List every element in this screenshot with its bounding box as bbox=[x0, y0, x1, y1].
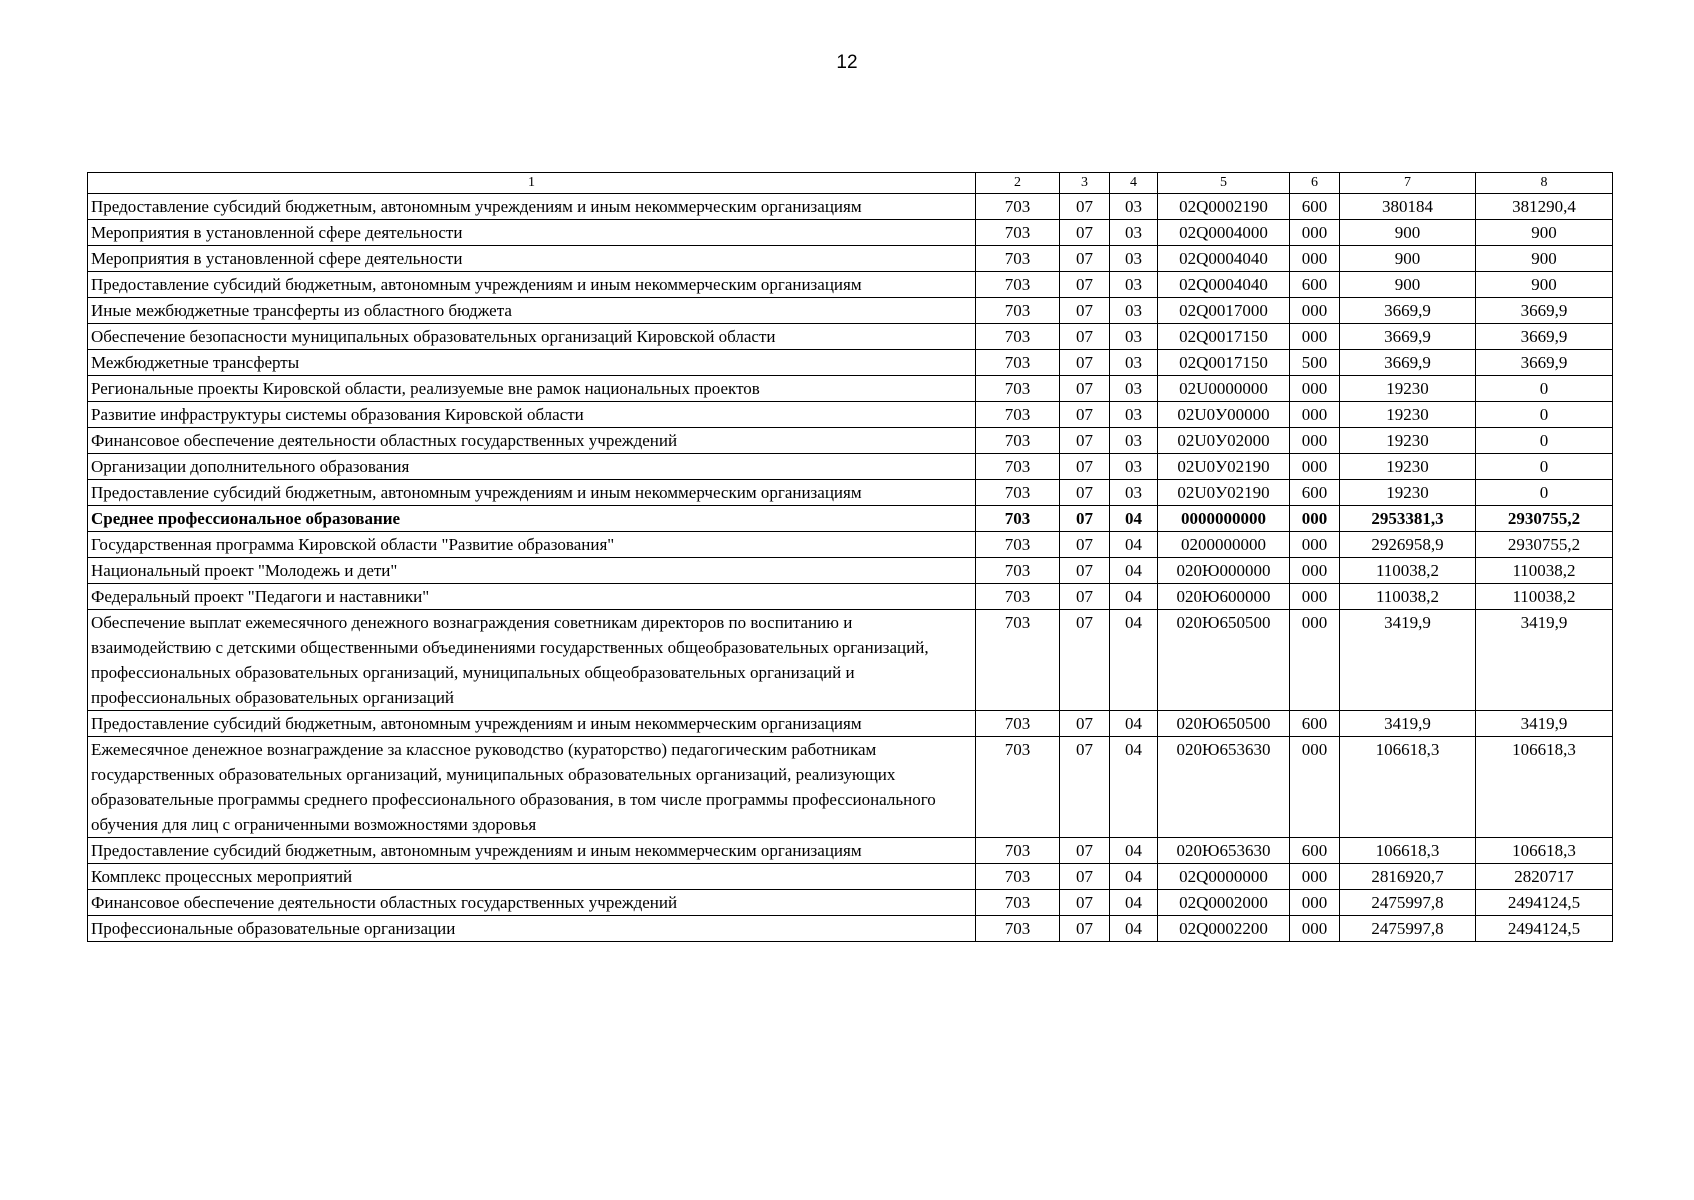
column-header: 6 bbox=[1290, 173, 1340, 194]
header-row bbox=[88, 173, 1613, 194]
target-article-code: 02Q0002190 bbox=[1158, 194, 1290, 220]
section-code: 07 bbox=[1060, 376, 1110, 402]
item-name: Предоставление субсидий бюджетным, автономным учреждениям и иным некоммерческим организациям bbox=[88, 194, 976, 220]
section-code: 07 bbox=[1060, 194, 1110, 220]
section-code: 07 bbox=[1060, 532, 1110, 558]
item-name: Обеспечение безопасности муниципальных образовательных организаций Кировской области bbox=[88, 324, 976, 350]
target-article-code: 02U0У02000 bbox=[1158, 428, 1290, 454]
target-article-code: 020Ю653630 bbox=[1158, 838, 1290, 864]
expense-type-code: 600 bbox=[1290, 711, 1340, 737]
amount-col-8: 900 bbox=[1476, 272, 1613, 298]
target-article-code: 02Q0017150 bbox=[1158, 324, 1290, 350]
section-code: 07 bbox=[1060, 838, 1110, 864]
amount-col-7: 19230 bbox=[1340, 428, 1476, 454]
subsection-code: 04 bbox=[1110, 890, 1158, 916]
amount-col-7: 106618,3 bbox=[1340, 838, 1476, 864]
item-name: Государственная программа Кировской области "Развитие образования" bbox=[88, 532, 976, 558]
amount-col-8: 0 bbox=[1476, 402, 1613, 428]
item-name: Предоставление субсидий бюджетным, автономным учреждениям и иным некоммерческим организациям bbox=[88, 272, 976, 298]
expense-type-code: 000 bbox=[1290, 220, 1340, 246]
target-article-code: 02U0У02190 bbox=[1158, 480, 1290, 506]
ministry-code: 703 bbox=[976, 298, 1060, 324]
subsection-code: 04 bbox=[1110, 737, 1158, 838]
subsection-code: 03 bbox=[1110, 298, 1158, 324]
ministry-code: 703 bbox=[976, 506, 1060, 532]
expense-type-code: 000 bbox=[1290, 376, 1340, 402]
subsection-code: 03 bbox=[1110, 428, 1158, 454]
ministry-code: 703 bbox=[976, 376, 1060, 402]
item-name: Предоставление субсидий бюджетным, автономным учреждениям и иным некоммерческим организациям bbox=[88, 711, 976, 737]
subsection-code: 04 bbox=[1110, 864, 1158, 890]
item-name: Финансовое обеспечение деятельности областных государственных учреждений bbox=[88, 890, 976, 916]
subsection-code: 03 bbox=[1110, 376, 1158, 402]
expense-type-code: 000 bbox=[1290, 864, 1340, 890]
expense-type-code: 000 bbox=[1290, 916, 1340, 942]
subsection-code: 04 bbox=[1110, 532, 1158, 558]
expense-type-code: 000 bbox=[1290, 610, 1340, 711]
amount-col-8: 900 bbox=[1476, 246, 1613, 272]
item-name: Финансовое обеспечение деятельности областных государственных учреждений bbox=[88, 428, 976, 454]
item-name: Обеспечение выплат ежемесячного денежного вознаграждения советникам директоров по воспитанию и взаимодействию с детскими общественными объединениями государственных общеобразовательных организаций, профессиональных образовательных организаций, муниципальных общеобразовательных организаций и профессиональных образовательных организаций bbox=[88, 610, 976, 711]
expense-type-code: 000 bbox=[1290, 532, 1340, 558]
subsection-code: 04 bbox=[1110, 838, 1158, 864]
page-number: 12 bbox=[836, 52, 858, 73]
section-code: 07 bbox=[1060, 324, 1110, 350]
ministry-code: 703 bbox=[976, 532, 1060, 558]
ministry-code: 703 bbox=[976, 246, 1060, 272]
target-article-code: 02U0У02190 bbox=[1158, 454, 1290, 480]
target-article-code: 02Q0004040 bbox=[1158, 246, 1290, 272]
section-code: 07 bbox=[1060, 220, 1110, 246]
section-code: 07 bbox=[1060, 272, 1110, 298]
target-article-code: 02Q0004040 bbox=[1158, 272, 1290, 298]
ministry-code: 703 bbox=[976, 838, 1060, 864]
ministry-code: 703 bbox=[976, 890, 1060, 916]
amount-col-8: 3669,9 bbox=[1476, 324, 1613, 350]
table-row bbox=[88, 532, 1613, 558]
amount-col-7: 19230 bbox=[1340, 402, 1476, 428]
table-row bbox=[88, 480, 1613, 506]
subsection-code: 03 bbox=[1110, 220, 1158, 246]
table-row bbox=[88, 506, 1613, 532]
section-code: 07 bbox=[1060, 711, 1110, 737]
amount-col-8: 106618,3 bbox=[1476, 737, 1613, 838]
expense-type-code: 000 bbox=[1290, 324, 1340, 350]
amount-col-7: 380184 bbox=[1340, 194, 1476, 220]
amount-col-7: 3419,9 bbox=[1340, 711, 1476, 737]
target-article-code: 02Q0004000 bbox=[1158, 220, 1290, 246]
ministry-code: 703 bbox=[976, 350, 1060, 376]
subsection-code: 03 bbox=[1110, 194, 1158, 220]
column-header: 3 bbox=[1060, 173, 1110, 194]
amount-col-7: 2953381,3 bbox=[1340, 506, 1476, 532]
target-article-code: 02Q0000000 bbox=[1158, 864, 1290, 890]
ministry-code: 703 bbox=[976, 916, 1060, 942]
target-article-code: 02Q0002000 bbox=[1158, 890, 1290, 916]
expense-type-code: 000 bbox=[1290, 428, 1340, 454]
ministry-code: 703 bbox=[976, 480, 1060, 506]
table-row bbox=[88, 402, 1613, 428]
table-row bbox=[88, 838, 1613, 864]
amount-col-8: 3669,9 bbox=[1476, 298, 1613, 324]
amount-col-7: 19230 bbox=[1340, 454, 1476, 480]
section-code: 07 bbox=[1060, 402, 1110, 428]
table-row bbox=[88, 350, 1613, 376]
target-article-code: 020Ю653630 bbox=[1158, 737, 1290, 838]
amount-col-7: 110038,2 bbox=[1340, 558, 1476, 584]
item-name: Мероприятия в установленной сфере деятельности bbox=[88, 220, 976, 246]
ministry-code: 703 bbox=[976, 194, 1060, 220]
column-header: 5 bbox=[1158, 173, 1290, 194]
amount-col-8: 0 bbox=[1476, 480, 1613, 506]
section-code: 07 bbox=[1060, 610, 1110, 711]
amount-col-7: 3419,9 bbox=[1340, 610, 1476, 711]
item-name: Межбюджетные трансферты bbox=[88, 350, 976, 376]
amount-col-7: 3669,9 bbox=[1340, 350, 1476, 376]
ministry-code: 703 bbox=[976, 558, 1060, 584]
expense-type-code: 000 bbox=[1290, 584, 1340, 610]
amount-col-8: 110038,2 bbox=[1476, 584, 1613, 610]
expense-type-code: 000 bbox=[1290, 402, 1340, 428]
amount-col-8: 3669,9 bbox=[1476, 350, 1613, 376]
expense-type-code: 600 bbox=[1290, 272, 1340, 298]
subsection-code: 03 bbox=[1110, 246, 1158, 272]
target-article-code: 02Q0017150 bbox=[1158, 350, 1290, 376]
ministry-code: 703 bbox=[976, 220, 1060, 246]
amount-col-8: 3419,9 bbox=[1476, 711, 1613, 737]
item-name: Среднее профессиональное образование bbox=[88, 506, 976, 532]
target-article-code: 02Q0002200 bbox=[1158, 916, 1290, 942]
table-row bbox=[88, 298, 1613, 324]
table-body bbox=[88, 194, 1613, 942]
item-name: Федеральный проект "Педагоги и наставники" bbox=[88, 584, 976, 610]
section-code: 07 bbox=[1060, 890, 1110, 916]
table-row bbox=[88, 711, 1613, 737]
expense-type-code: 500 bbox=[1290, 350, 1340, 376]
subsection-code: 03 bbox=[1110, 402, 1158, 428]
ministry-code: 703 bbox=[976, 324, 1060, 350]
ministry-code: 703 bbox=[976, 428, 1060, 454]
section-code: 07 bbox=[1060, 584, 1110, 610]
item-name: Предоставление субсидий бюджетным, автономным учреждениям и иным некоммерческим организациям bbox=[88, 838, 976, 864]
item-name: Предоставление субсидий бюджетным, автономным учреждениям и иным некоммерческим организациям bbox=[88, 480, 976, 506]
ministry-code: 703 bbox=[976, 584, 1060, 610]
table-row bbox=[88, 584, 1613, 610]
amount-col-7: 2926958,9 bbox=[1340, 532, 1476, 558]
amount-col-8: 110038,2 bbox=[1476, 558, 1613, 584]
amount-col-7: 900 bbox=[1340, 220, 1476, 246]
budget-table bbox=[87, 172, 1613, 942]
amount-col-8: 2494124,5 bbox=[1476, 890, 1613, 916]
target-article-code: 02U0У00000 bbox=[1158, 402, 1290, 428]
ministry-code: 703 bbox=[976, 737, 1060, 838]
table-row bbox=[88, 376, 1613, 402]
amount-col-7: 19230 bbox=[1340, 480, 1476, 506]
amount-col-7: 106618,3 bbox=[1340, 737, 1476, 838]
amount-col-8: 381290,4 bbox=[1476, 194, 1613, 220]
table-row bbox=[88, 558, 1613, 584]
section-code: 07 bbox=[1060, 350, 1110, 376]
item-name: Развитие инфраструктуры системы образования Кировской области bbox=[88, 402, 976, 428]
item-name: Региональные проекты Кировской области, реализуемые вне рамок национальных проектов bbox=[88, 376, 976, 402]
subsection-code: 03 bbox=[1110, 272, 1158, 298]
section-code: 07 bbox=[1060, 916, 1110, 942]
section-code: 07 bbox=[1060, 246, 1110, 272]
subsection-code: 04 bbox=[1110, 584, 1158, 610]
amount-col-7: 900 bbox=[1340, 272, 1476, 298]
amount-col-8: 3419,9 bbox=[1476, 610, 1613, 711]
subsection-code: 04 bbox=[1110, 610, 1158, 711]
amount-col-7: 110038,2 bbox=[1340, 584, 1476, 610]
expense-type-code: 000 bbox=[1290, 298, 1340, 324]
section-code: 07 bbox=[1060, 506, 1110, 532]
expense-type-code: 000 bbox=[1290, 558, 1340, 584]
target-article-code: 02U0000000 bbox=[1158, 376, 1290, 402]
subsection-code: 03 bbox=[1110, 350, 1158, 376]
table-row bbox=[88, 737, 1613, 838]
amount-col-8: 2930755,2 bbox=[1476, 532, 1613, 558]
expense-type-code: 000 bbox=[1290, 737, 1340, 838]
amount-col-8: 0 bbox=[1476, 454, 1613, 480]
target-article-code: 02Q0017000 bbox=[1158, 298, 1290, 324]
ministry-code: 703 bbox=[976, 864, 1060, 890]
amount-col-7: 900 bbox=[1340, 246, 1476, 272]
subsection-code: 04 bbox=[1110, 711, 1158, 737]
table-row bbox=[88, 428, 1613, 454]
amount-col-8: 106618,3 bbox=[1476, 838, 1613, 864]
expense-type-code: 000 bbox=[1290, 454, 1340, 480]
subsection-code: 03 bbox=[1110, 480, 1158, 506]
section-code: 07 bbox=[1060, 454, 1110, 480]
amount-col-8: 900 bbox=[1476, 220, 1613, 246]
ministry-code: 703 bbox=[976, 610, 1060, 711]
amount-col-8: 2930755,2 bbox=[1476, 506, 1613, 532]
column-header: 7 bbox=[1340, 173, 1476, 194]
amount-col-7: 2475997,8 bbox=[1340, 890, 1476, 916]
amount-col-7: 3669,9 bbox=[1340, 298, 1476, 324]
table-row bbox=[88, 194, 1613, 220]
table-row bbox=[88, 220, 1613, 246]
amount-col-7: 2475997,8 bbox=[1340, 916, 1476, 942]
subsection-code: 04 bbox=[1110, 558, 1158, 584]
target-article-code: 0000000000 bbox=[1158, 506, 1290, 532]
expense-type-code: 600 bbox=[1290, 838, 1340, 864]
target-article-code: 020Ю650500 bbox=[1158, 711, 1290, 737]
section-code: 07 bbox=[1060, 480, 1110, 506]
target-article-code: 0200000000 bbox=[1158, 532, 1290, 558]
table-row bbox=[88, 246, 1613, 272]
column-header: 8 bbox=[1476, 173, 1613, 194]
amount-col-8: 2494124,5 bbox=[1476, 916, 1613, 942]
target-article-code: 020Ю650500 bbox=[1158, 610, 1290, 711]
amount-col-8: 0 bbox=[1476, 376, 1613, 402]
item-name: Комплекс процессных мероприятий bbox=[88, 864, 976, 890]
amount-col-8: 0 bbox=[1476, 428, 1613, 454]
amount-col-7: 19230 bbox=[1340, 376, 1476, 402]
table-row bbox=[88, 916, 1613, 942]
subsection-code: 04 bbox=[1110, 506, 1158, 532]
item-name: Ежемесячное денежное вознаграждение за классное руководство (кураторство) педагогическим работникам государственных образовательных организаций, муниципальных образовательных организаций, реализующих образовательные программы среднего профессионального образования, в том числе программы профессионального обучения для лиц с ограниченными возможностями здоровья bbox=[88, 737, 976, 838]
column-header: 2 bbox=[976, 173, 1060, 194]
expense-type-code: 000 bbox=[1290, 246, 1340, 272]
column-header: 4 bbox=[1110, 173, 1158, 194]
section-code: 07 bbox=[1060, 864, 1110, 890]
section-code: 07 bbox=[1060, 558, 1110, 584]
expense-type-code: 600 bbox=[1290, 480, 1340, 506]
target-article-code: 020Ю600000 bbox=[1158, 584, 1290, 610]
item-name: Мероприятия в установленной сфере деятельности bbox=[88, 246, 976, 272]
ministry-code: 703 bbox=[976, 272, 1060, 298]
section-code: 07 bbox=[1060, 298, 1110, 324]
target-article-code: 020Ю000000 bbox=[1158, 558, 1290, 584]
subsection-code: 03 bbox=[1110, 454, 1158, 480]
column-header: 1 bbox=[88, 173, 976, 194]
item-name: Иные межбюджетные трансферты из областного бюджета bbox=[88, 298, 976, 324]
amount-col-7: 2816920,7 bbox=[1340, 864, 1476, 890]
amount-col-7: 3669,9 bbox=[1340, 324, 1476, 350]
item-name: Профессиональные образовательные организации bbox=[88, 916, 976, 942]
table-row bbox=[88, 272, 1613, 298]
ministry-code: 703 bbox=[976, 402, 1060, 428]
section-code: 07 bbox=[1060, 428, 1110, 454]
table-row bbox=[88, 610, 1613, 711]
section-code: 07 bbox=[1060, 737, 1110, 838]
table-row bbox=[88, 324, 1613, 350]
subsection-code: 03 bbox=[1110, 324, 1158, 350]
ministry-code: 703 bbox=[976, 711, 1060, 737]
expense-type-code: 000 bbox=[1290, 506, 1340, 532]
table-row bbox=[88, 454, 1613, 480]
expense-type-code: 000 bbox=[1290, 890, 1340, 916]
amount-col-8: 2820717 bbox=[1476, 864, 1613, 890]
item-name: Организации дополнительного образования bbox=[88, 454, 976, 480]
item-name: Национальный проект "Молодежь и дети" bbox=[88, 558, 976, 584]
subsection-code: 04 bbox=[1110, 916, 1158, 942]
ministry-code: 703 bbox=[976, 454, 1060, 480]
expense-type-code: 600 bbox=[1290, 194, 1340, 220]
table-row bbox=[88, 890, 1613, 916]
table-row bbox=[88, 864, 1613, 890]
